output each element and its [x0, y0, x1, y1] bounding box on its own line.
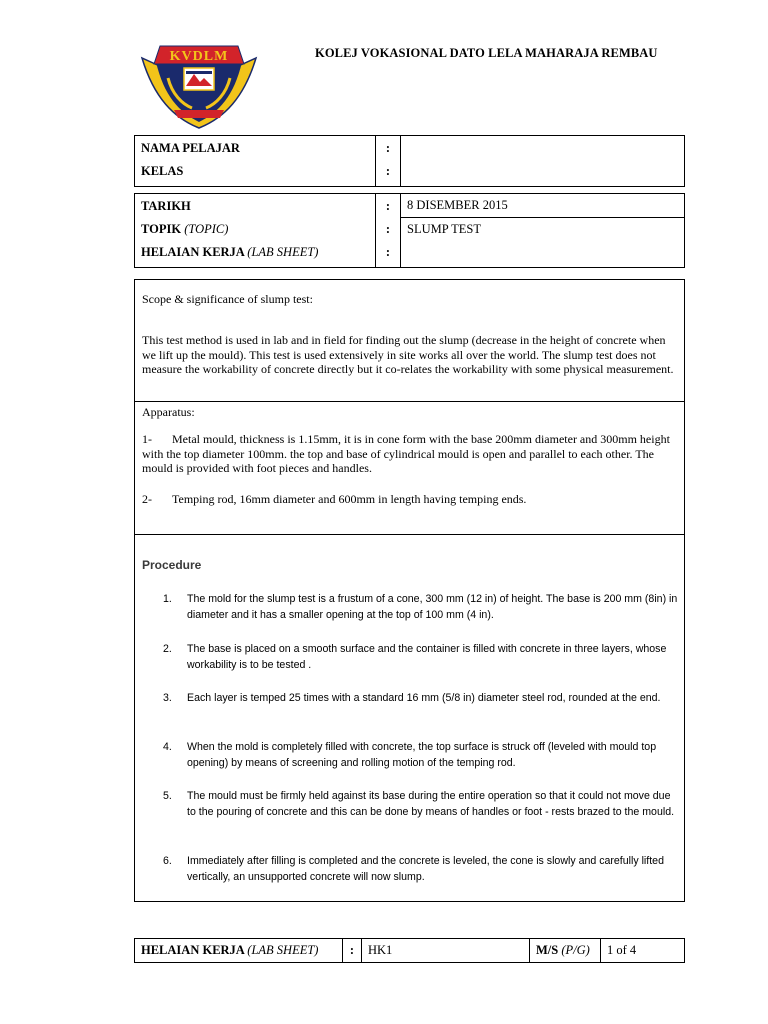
topic-label-bold: TOPIK — [141, 222, 182, 236]
footer-sheet-label-italic: (LAB SHEET) — [247, 943, 319, 957]
student-colons-cell — [376, 136, 401, 187]
class-label: KELAS — [141, 164, 184, 178]
footer-sheet-code: HK1 — [362, 939, 530, 963]
scope-heading: Scope & significance of slump test: — [142, 292, 313, 306]
footer-ms-label-italic: (P/G) — [561, 943, 590, 957]
procedure-step — [163, 788, 678, 820]
topic-info-table — [134, 193, 685, 268]
step-text: The base is placed on a smooth surface and the container is filled with concrete in three layers, whose workability is to be tested . — [187, 643, 667, 671]
student-labels-cell — [135, 136, 376, 187]
logo-lettering: KVDLM — [169, 49, 229, 64]
step-number: 1. — [163, 593, 172, 605]
date-value: 8 DISEMBER 2015 — [401, 194, 684, 218]
procedure-step — [163, 591, 678, 623]
procedure-section — [134, 534, 685, 902]
step-number: 4. — [163, 741, 172, 753]
footer-ms-label-bold: M/S — [536, 943, 559, 957]
name-colon: : — [385, 141, 391, 155]
sheet-label-bold: HELAIAN KERJA — [141, 245, 245, 259]
sheet-label — [141, 244, 369, 267]
procedure-step — [163, 690, 678, 706]
apparatus-item-number: 2- — [142, 492, 152, 506]
name-label: NAMA PELAJAR — [141, 141, 240, 155]
topic-label-italic: (TOPIC) — [184, 222, 229, 236]
apparatus-item-number: 1- — [142, 432, 152, 446]
step-text: The mold for the slump test is a frustum of a cone, 300 mm (12 in) of height. The base is 200 mm (8in) in diameter and it has a smaller opening at the top of 100 mm (4 in). — [187, 593, 678, 621]
student-info-table — [134, 135, 685, 187]
scope-section — [134, 279, 685, 402]
apparatus-item-text: Metal mould, thickness is 1.15mm, it is in cone form with the base 200mm diameter and 300mm height with the top diameter 100mm. the top and base of cylindrical mould is open and parallel to each other. The mould is provided with foot pieces and handles. — [142, 432, 670, 476]
procedure-step — [163, 853, 678, 885]
apparatus-item-text: Temping rod, 16mm diameter and 600mm in length having temping ends. — [172, 492, 527, 506]
date-colon: : — [385, 199, 391, 213]
college-logo — [134, 38, 264, 130]
footer-page-info: 1 of 4 — [601, 939, 685, 963]
step-number: 3. — [163, 692, 172, 704]
step-text: When the mold is completely filled with concrete, the top surface is struck off (leveled with mould top opening) by means of screening and rolling motion of the temping rod. — [187, 741, 657, 769]
apparatus-item — [142, 432, 678, 476]
footer-colon: : — [343, 939, 362, 963]
footer-sheet-label-bold: HELAIAN KERJA — [141, 943, 245, 957]
class-value — [407, 163, 678, 186]
procedure-step — [163, 641, 678, 673]
step-text: Each layer is temped 25 times with a standard 16 mm (5/8 in) diameter steel rod, rounded at the end. — [187, 692, 661, 704]
student-values-cell — [401, 136, 685, 187]
topic-labels-cell — [135, 194, 376, 268]
apparatus-section — [134, 401, 685, 535]
footer-sheet-label — [135, 939, 343, 963]
footer-table — [134, 938, 685, 963]
topic-values-cell — [401, 194, 685, 268]
topic-value: SLUMP TEST — [407, 222, 481, 236]
step-number: 6. — [163, 855, 172, 867]
sheet-label-italic: (LAB SHEET) — [247, 245, 319, 259]
procedure-step — [163, 739, 678, 771]
apparatus-heading: Apparatus: — [142, 405, 195, 419]
topic-colon: : — [385, 222, 391, 236]
topic-colons-cell — [376, 194, 401, 268]
apparatus-item — [142, 492, 678, 507]
scope-body: This test method is used in lab and in field for finding out the slump (decrease in the height of concrete when we lift up the mould). This test is used extensively in site works all over the world. The slump test does not measure the workability of concrete directly but it co-relates the workability with some physical measurement. — [142, 333, 674, 377]
date-label: TARIKH — [141, 199, 191, 213]
step-number: 2. — [163, 643, 172, 655]
step-number: 5. — [163, 790, 172, 802]
step-text: The mould must be firmly held against its base during the entire operation so that it could not move due to the pouring of concrete and this can be done by means of handles or foot - rests brazed to the mould. — [187, 790, 675, 818]
college-name: KOLEJ VOKASIONAL DATO LELA MAHARAJA REMBAU — [315, 46, 658, 60]
class-colon: : — [385, 164, 391, 178]
sheet-value — [401, 241, 684, 261]
procedure-heading: Procedure — [142, 558, 202, 572]
sheet-colon: : — [385, 245, 391, 259]
name-value — [407, 140, 678, 163]
footer-ms-label — [530, 939, 601, 963]
topic-label — [141, 221, 369, 244]
step-text: Immediately after filling is completed and the concrete is leveled, the cone is slowly and carefully lifted vertically, an unsupported concrete will now slump. — [187, 855, 664, 883]
